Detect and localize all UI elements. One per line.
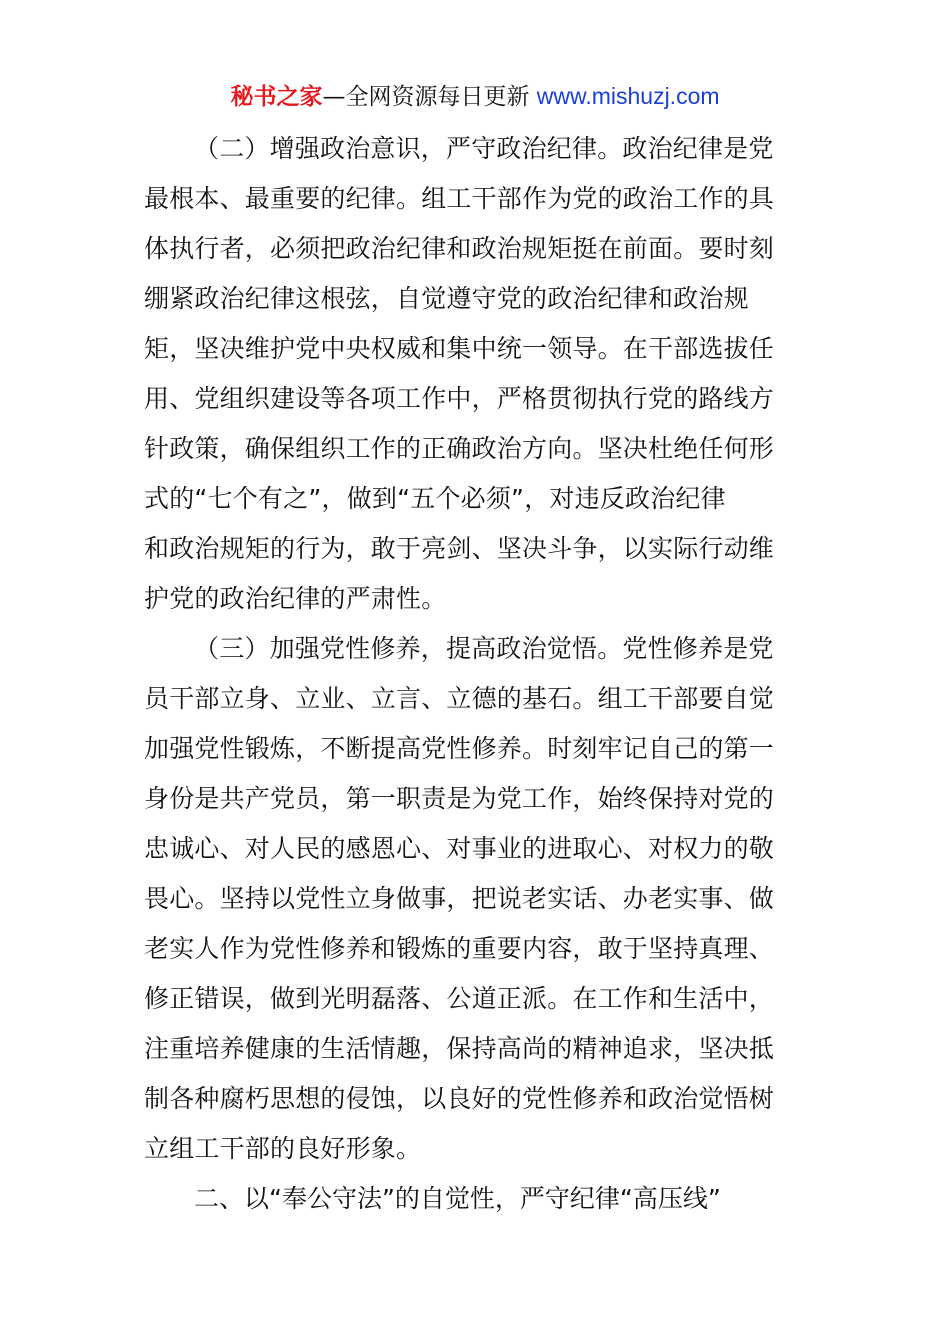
paragraph-line: 绷紧政治纪律这根弦，自觉遵守党的政治纪律和政治规 — [144, 284, 749, 313]
paragraph-2 — [144, 124, 814, 624]
site-tagline: —全网资源每日更新 — [322, 84, 537, 110]
paragraph-line: 和政治规矩的行为，敢于亮剑、坚决斗争，以实际行动维 — [144, 534, 775, 563]
paragraph-line: 员干部立身、立业、立言、立德的基石。组工干部要自觉 — [144, 684, 775, 713]
paragraph-line: 加强党性锻炼，不断提高党性修养。时刻牢记自己的第一 — [144, 734, 775, 763]
paragraph-line: 体执行者，必须把政治纪律和政治规矩挺在前面。要时刻 — [144, 234, 775, 263]
paragraph-line: 修正错误，做到光明磊落、公道正派。在工作和生活中， — [144, 984, 775, 1013]
site-brand: 秘书之家 — [230, 84, 323, 110]
paragraph-line: 针政策，确保组织工作的正确政治方向。坚决杜绝任何形 — [144, 434, 775, 463]
paragraph-line: 式的“七个有之”，做到“五个必须”，对违反政治纪律 — [144, 484, 726, 513]
site-url-link[interactable]: www.mishuzj.com — [536, 83, 720, 109]
paragraph-line: 老实人作为党性修养和锻炼的重要内容，敢于坚持真理、 — [144, 934, 775, 963]
paragraph-line: 护党的政治纪律的严肃性。 — [144, 584, 447, 613]
paragraph-line: 忠诚心、对人民的感恩心、对事业的进取心、对权力的敬 — [144, 834, 775, 863]
paragraph-line: 制各种腐朽思想的侵蚀，以良好的党性修养和政治觉悟树 — [144, 1084, 775, 1113]
paragraph-line: 身份是共产党员，第一职责是为党工作，始终保持对党的 — [144, 784, 775, 813]
paragraph-3 — [144, 624, 814, 1174]
paragraph-line: 用、党组织建设等各项工作中，严格贯彻执行党的路线方 — [144, 384, 775, 413]
paragraph-line: 矩，坚决维护党中央权威和集中统一领导。在干部选拔任 — [144, 334, 775, 363]
paragraph-line: 最根本、最重要的纪律。组工干部作为党的政治工作的具 — [144, 184, 775, 213]
document-body — [144, 124, 814, 1224]
site-header — [0, 80, 950, 113]
paragraph-line: 立组工干部的良好形象。 — [144, 1134, 422, 1163]
paragraph-line: 注重培养健康的生活情趣，保持高尚的精神追求，坚决抵 — [144, 1034, 775, 1063]
paragraph-line: （三）加强党性修养，提高政治觉悟。党性修养是党 — [194, 634, 774, 663]
paragraph-line: 畏心。坚持以党性立身做事，把说老实话、办老实事、做 — [144, 884, 775, 913]
section-heading: 二、以“奉公守法”的自觉性，严守纪律“高压线” — [194, 1184, 721, 1213]
paragraph-line: （二）增强政治意识，严守政治纪律。政治纪律是党 — [194, 134, 774, 163]
